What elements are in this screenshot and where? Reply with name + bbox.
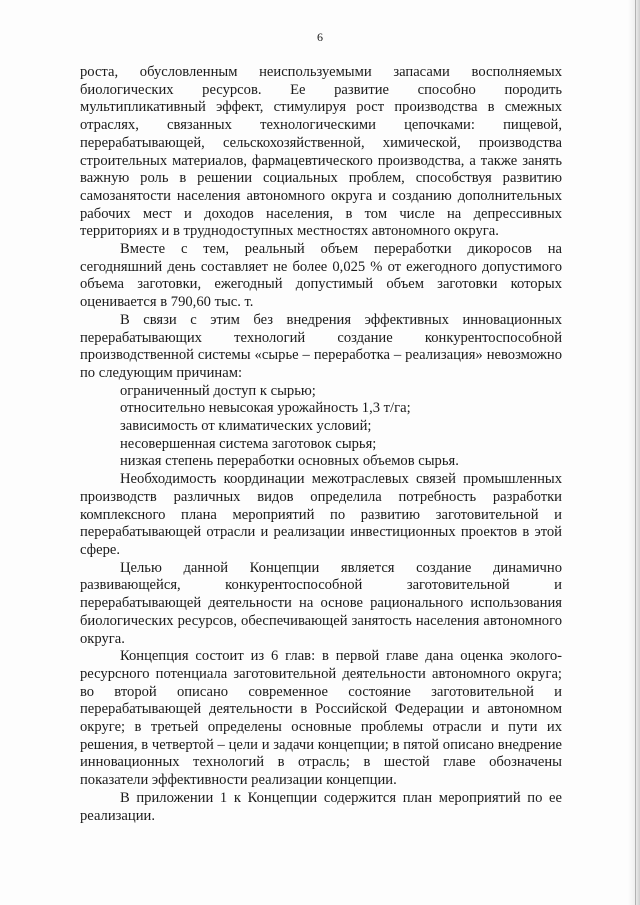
page-edge-line [635,0,636,905]
document-body [80,64,562,825]
paragraph: В приложении 1 к Концепции содержится план мероприятий по ее реализации. [80,789,562,824]
page-edge-shadow [628,0,640,905]
paragraph: Необходимость координации межотраслевых связей промышленных производств различных видов определила потребность разработки комплексного плана мероприятий по развитию заготовительной и перерабатывающей отрасли и реализации инвестиционных проектов в этой сфере. [80,471,562,558]
list-item: низкая степень переработки основных объемов сырья. [120,453,459,470]
paragraph: Целью данной Концепции является создание динамично развивающейся, конкурентоспособной заготовительной и перерабатывающей деятельности на основе рационального использования биологических ресурсов, обеспечивающей занятость населения автономного округа. [80,559,562,647]
paragraph: роста, обусловленным неиспользуемыми запасами восполняемых биологических ресурсов. Ее развитие способно породить мультипликативный эффект, стимулируя рост производства в смежных отраслях, связанных технологическими цепочками: пищевой, перерабатывающей, сельскохозяйственной, химической, производства строительных материалов, фармацевтического производства, а также занять важную роль в решении социальных проблем, способствуя развитию самозанятости населения автономного округа и созданию дополнительных рабочих мест и доходов населения, в том числе на депрессивных территориях и в труднодоступных местностях автономного округа. [80,64,562,240]
paragraph: В связи с этим без внедрения эффективных инновационных перерабатывающих технологий создание конкурентоспособной производственной системы «сырье – переработка – реализация» невозможно по следующим причинам: [80,311,562,381]
list-item: относительно невысокая урожайность 1,3 т/га; [120,400,411,417]
page-number: 6 [317,30,323,44]
paragraph: Концепция состоит из 6 глав: в первой главе дана оценка эколого-ресурсного потенциала заготовительной деятельности автономного округа; во второй описано современное состояние заготовительной и перерабатывающей деятельности в Российской Федерации и автономном округе; в третьей определены основные проблемы отрасли и пути их решения, в четвертой – цели и задачи концепции; в пятой описано внедрение инновационных технологий в отрасль; в шестой главе обозначены показатели эффективности реализации концепции. [80,648,562,789]
paragraph: Вместе с тем, реальный объем переработки дикоросов на сегодняшний день составляет не более 0,025 % от ежегодного допустимого объема заготовки, ежегодный допустимый объем заготовки которых оценивается в 790,60 тыс. т. [80,241,562,311]
list-item: несовершенная система заготовок сырья; [120,435,377,452]
list-item: ограниченный доступ к сырью; [120,382,316,399]
list-item: зависимость от климатических условий; [120,418,372,435]
